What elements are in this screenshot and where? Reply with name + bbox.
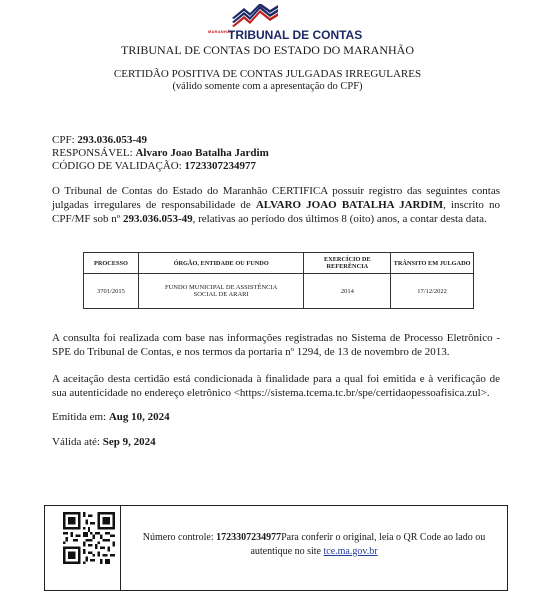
header-transito: TRÂNSITO EM JULGADO <box>391 253 474 274</box>
holder-name: ALVARO JOAO BATALHA JARDIM <box>255 199 444 211</box>
control-text: Número controle: 1723307234977Para conferir o original, leia o QR Code ao lado ou autentique no site tce.ma.gov.br <box>142 532 486 557</box>
control-box-divider <box>120 506 121 590</box>
header-orgao: ÓRGÃO, ENTIDADE OU FUNDO <box>138 253 304 274</box>
controle-value: 1723307234977 <box>216 532 282 543</box>
certificate-subtitle: (válido somente com a apresentação do CPF) <box>172 81 363 92</box>
codigo-line <box>52 160 256 172</box>
codigo-label: CÓDIGO DE VALIDAÇÃO: <box>52 160 185 172</box>
codigo-value: 1723307234977 <box>184 160 257 172</box>
valida-value: Sep 9, 2024 <box>102 436 156 448</box>
tribunal-logo <box>208 4 363 42</box>
qr-code-icon[interactable] <box>63 512 115 564</box>
certificate-title: CERTIDÃO POSITIVA DE CONTAS JULGADAS IRREGULARES <box>113 68 422 80</box>
responsavel-line <box>52 147 269 159</box>
header-processo: PROCESSO <box>84 253 139 274</box>
tce-site-link[interactable]: tce.ma.gov.br <box>323 546 378 557</box>
certification-paragraph: O Tribunal de Contas do Estado do Maranhão CERTIFICA possuir registro das seguintes contas julgadas irregulares de responsabilidade de ALVARO JOAO BATALHA JARDIM, inscrito no CPF/MF sob nº 293.036.053-49, relativas ao período dos últimos 8 (oito) anos, a contar desta data. <box>52 185 501 225</box>
valida-line <box>52 436 156 448</box>
process-table <box>83 252 474 309</box>
cell-orgao: FUNDO MUNICIPAL DE ASSISTÊNCIA SOCIAL DE ARARI <box>138 274 304 309</box>
cpf-line <box>52 134 147 146</box>
org-name: TRIBUNAL DE CONTAS DO ESTADO DO MARANHÃO <box>121 43 414 57</box>
emitida-value: Aug 10, 2024 <box>108 411 170 423</box>
cpf-value: 293.036.053-49 <box>77 134 148 146</box>
logo-title: TRIBUNAL DE CONTAS <box>228 28 363 42</box>
aceitacao-paragraph: A aceitação desta certidão está condicionada à finalidade para a qual foi emitida e à verificação de sua autenticidade no endereço eletrônico <https://sistema.tcema.tc.br/spe/certidaopessoafisica.zul>. <box>52 373 500 399</box>
consulta-paragraph: A consulta foi realizada com base nas informações registradas no Sistema de Processo Eletrônico - SPE do Tribunal de Contas, e nos termos da portaria nº 1294, de 13 de novembro de 2013. <box>52 332 500 358</box>
emitida-label: Emitida em: <box>52 411 109 423</box>
logo-stripes-icon <box>230 4 280 28</box>
table-header-row <box>84 253 474 274</box>
responsavel-value: Alvaro Joao Batalha Jardim <box>135 147 269 159</box>
cell-processo: 3701/2015 <box>84 274 139 309</box>
holder-cpf: 293.036.053-49 <box>122 213 193 225</box>
cpf-label: CPF: <box>52 134 78 146</box>
logo-state-label: MARANHÃO <box>208 29 234 34</box>
emitida-line <box>52 411 170 423</box>
cell-transito: 17/12/2022 <box>391 274 474 309</box>
controle-label: Número controle: <box>142 532 217 543</box>
valida-label: Válida até: <box>52 436 103 448</box>
header-exercicio: EXERCÍCIO DE REFERÊNCIA <box>304 253 391 274</box>
responsavel-label: RESPONSÁVEL: <box>52 147 136 159</box>
table-row <box>84 274 474 309</box>
cell-exercicio: 2014 <box>304 274 391 309</box>
